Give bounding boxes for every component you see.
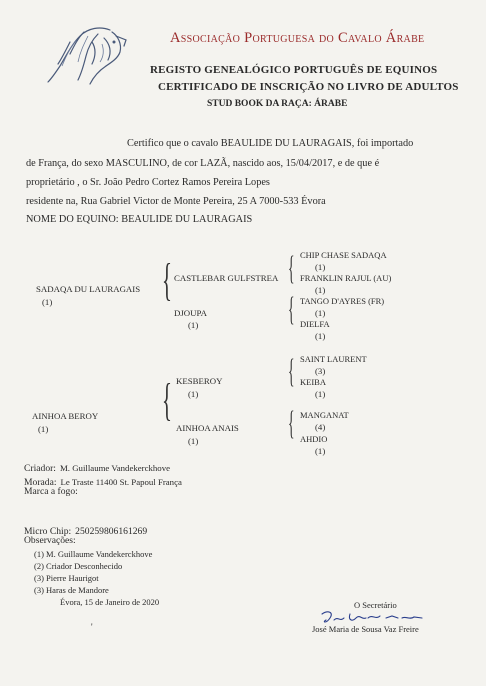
observation-item: (3) Pierre Haurigot bbox=[34, 573, 99, 583]
sire-brace: { bbox=[162, 254, 172, 305]
dam-brace: { bbox=[162, 374, 172, 425]
address-label: Morada: bbox=[24, 477, 57, 488]
ds-dam-name: KEIBA bbox=[300, 377, 326, 387]
horse-eye bbox=[113, 41, 116, 44]
dam-sire-name: KESBEROY bbox=[176, 376, 223, 386]
registry-title: REGISTO GENEALÓGICO PORTUGUÊS DE EQUINOS bbox=[150, 64, 438, 76]
certification-line-3: proprietário , o Sr. João Pedro Cortez Ramos Pereira Lopes bbox=[26, 177, 270, 188]
dam-code: (1) bbox=[38, 424, 49, 434]
sd-dam-name: DIELFA bbox=[300, 319, 330, 329]
sire-dam-brace: { bbox=[288, 291, 295, 328]
microchip-value: 250259806161269 bbox=[75, 526, 148, 537]
secretary-role: O Secretário bbox=[354, 600, 397, 610]
ds-sire-name: SAINT LAURENT bbox=[300, 354, 367, 364]
stray-mark: ' bbox=[91, 622, 93, 632]
dam-sire-code: (1) bbox=[188, 389, 199, 399]
dam-sire-brace: { bbox=[288, 353, 295, 390]
dam-dam-brace: { bbox=[288, 405, 295, 442]
dd-sire-code: (4) bbox=[315, 422, 326, 432]
certification-line-4: residente na, Rua Gabriel Victor de Monte Pereira, 25 A 7000-533 Évora bbox=[26, 196, 326, 207]
observation-item: (3) Haras de Mandore bbox=[34, 585, 109, 595]
address-value: Le Traste 11400 St. Papoul França bbox=[60, 477, 182, 487]
sire-sire-brace: { bbox=[288, 250, 295, 287]
stud-book-title: STUD BOOK DA RAÇA: ÁRABE bbox=[207, 99, 348, 109]
microchip-label: Micro Chip: bbox=[24, 526, 72, 537]
dam-name: AINHOA BEROY bbox=[32, 411, 99, 421]
dd-sire-name: MANGANAT bbox=[300, 410, 349, 420]
ss-dam-code: (1) bbox=[315, 285, 326, 295]
dd-dam-name: AHDIO bbox=[300, 434, 328, 444]
observation-item: (2) Criador Desconhecido bbox=[34, 561, 123, 571]
ds-sire-code: (3) bbox=[315, 366, 326, 376]
ds-dam-code: (1) bbox=[315, 389, 326, 399]
sire-name: SADAQA DU LAURAGAIS bbox=[36, 284, 141, 294]
observation-item: (1) M. Guillaume Vandekerckhove bbox=[34, 549, 153, 559]
certification-line-1: Certifico que o cavalo BEAULIDE DU LAURAGAIS, foi importado bbox=[127, 138, 414, 149]
association-title: Associação Portuguesa do Cavalo Árabe bbox=[170, 30, 425, 46]
brand-label: Marca a fogo: bbox=[24, 486, 78, 497]
dam-dam-name: AINHOA ANAIS bbox=[176, 423, 239, 433]
dd-dam-code: (1) bbox=[315, 446, 326, 456]
sd-sire-name: TANGO D'AYRES (FR) bbox=[300, 296, 385, 306]
horse-head-logo-icon bbox=[40, 22, 136, 94]
observations-label: Observações: bbox=[24, 535, 76, 546]
sd-dam-code: (1) bbox=[315, 331, 326, 341]
ss-sire-code: (1) bbox=[315, 262, 326, 272]
breeder-value: M. Guillaume Vandekerckhove bbox=[59, 463, 170, 473]
ss-sire-name: CHIP CHASE SADAQA bbox=[300, 250, 387, 260]
sire-sire-name: CASTLEBAR GULFSTREA bbox=[174, 273, 279, 283]
certificate-title: CERTIFICADO DE INSCRIÇÃO NO LIVRO DE ADULTOS bbox=[158, 81, 459, 93]
sd-sire-code: (1) bbox=[315, 308, 326, 318]
sire-code: (1) bbox=[42, 297, 53, 307]
ss-dam-name: FRANKLIN RAJUL (AU) bbox=[300, 273, 392, 283]
dam-dam-code: (1) bbox=[188, 436, 199, 446]
secretary-name: José Maria de Sousa Vaz Freire bbox=[312, 624, 419, 634]
sire-dam-code: (1) bbox=[188, 320, 199, 330]
breeder-label: Criador: bbox=[24, 463, 56, 474]
sire-dam-name: DJOUPA bbox=[174, 308, 207, 318]
equine-name-line: NOME DO EQUINO: BEAULIDE DU LAURAGAIS bbox=[26, 214, 253, 225]
date-place: Évora, 15 de Janeiro de 2020 bbox=[60, 597, 160, 607]
certification-line-2: de França, do sexo MASCULINO, de cor LAZÃ, nascido aos, 15/04/2017, e de que é bbox=[26, 158, 380, 169]
